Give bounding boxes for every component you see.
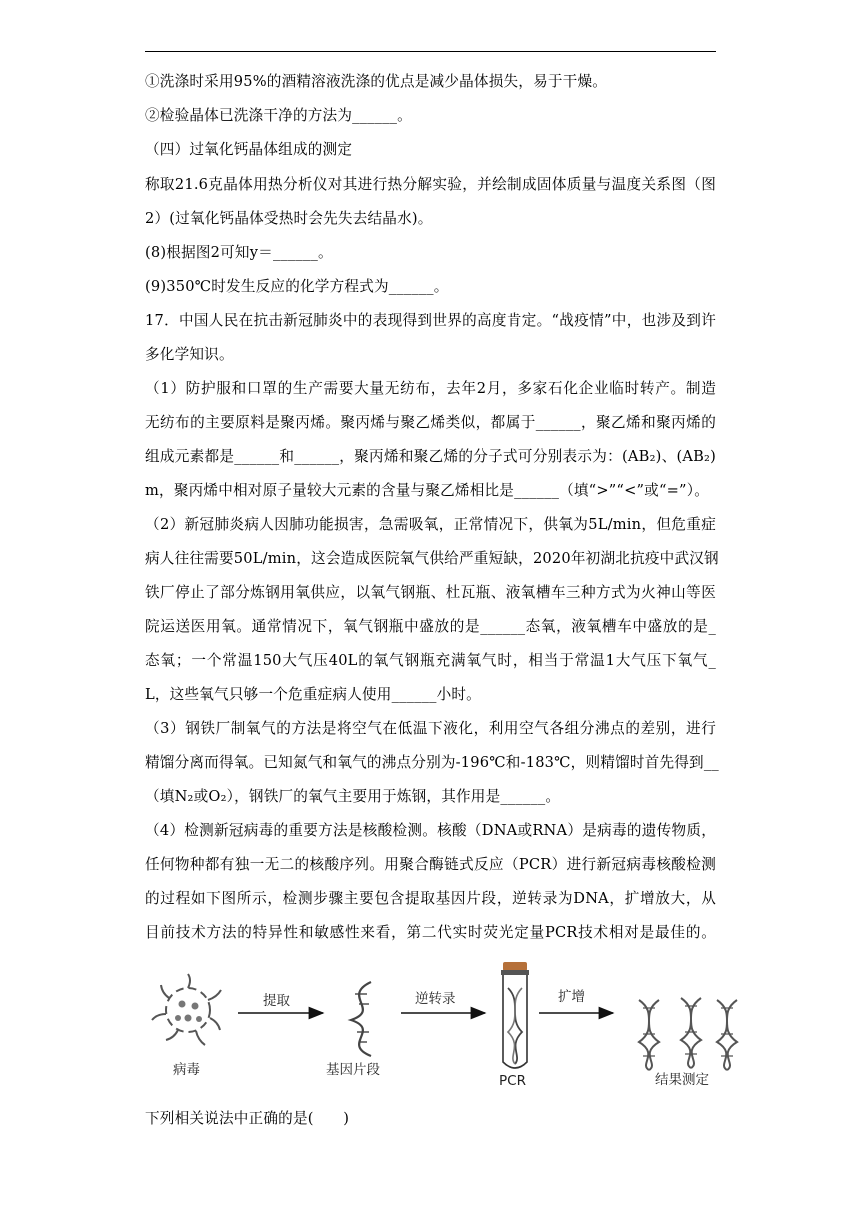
text-line: 2）(过氧化钙晶体受热时会先失去结晶水)。 [145, 210, 433, 227]
text-line: 精馏分离而得氧。已知氮气和氧气的沸点分别为-196℃和-183℃，则精馏时首先得到__ [145, 754, 719, 771]
arrow-reverse-transcribe-label: 逆转录 [415, 991, 456, 1007]
text-line: 称取21.6克晶体用热分析仪对其进行热分解实验，并绘制成固体质量与温度关系图（图 [145, 176, 716, 193]
text-line: 的过程如下图所示，检测步骤主要包含提取基因片段，逆转录为DNA，扩增放大，从 [145, 890, 716, 907]
text-line: 态氧；一个常温150大气压40L的氧气钢瓶充满氧气时，相当于常温1大气压下氧气_ [145, 652, 716, 669]
text-line: 铁厂停止了部分炼钢用氧供应，以氧气钢瓶、杜瓦瓶、液氧槽车三种方式为火神山等医 [145, 584, 716, 601]
pcr-diagram-svg [145, 958, 745, 1098]
text-line: 任何物种都有独一无二的核酸序列。用聚合酶链式反应（PCR）进行新冠病毒核酸检测 [145, 856, 716, 873]
dna-helix-icon [639, 1000, 659, 1070]
question-prompt: 下列相关说法中正确的是( ) [145, 1110, 350, 1127]
text-line: （3）钢铁厂制氧气的方法是将空气在低温下液化，利用空气各组分沸点的差别，进行 [145, 720, 716, 737]
question-17-title: 17．中国人民在抗击新冠肺炎中的表现得到世界的高度肯定。“战疫情”中，也涉及到许 [145, 312, 716, 329]
text-line: 无纺布的主要原料是聚丙烯。聚丙烯与聚乙烯类似，都属于______，聚乙烯和聚丙烯的 [145, 414, 716, 431]
text-line: （1）防护服和口罩的生产需要大量无纺布，去年2月，多家石化企业临时转产。制造 [145, 380, 716, 397]
gene-fragment-icon [351, 982, 371, 1056]
result-label: 结果测定 [655, 1072, 709, 1088]
gene-fragment-label: 基因片段 [326, 1062, 380, 1078]
text-line: ①洗涤时采用95%的酒精溶液洗涤的优点是减少晶体损失，易于干燥。 [145, 73, 608, 90]
text-line: 病人往往需要50L/min，这会造成医院氧气供给严重短缺，2020年初湖北抗疫中武汉钢 [145, 550, 719, 567]
text-line: L，这些氧气只够一个危重症病人使用______小时。 [145, 686, 481, 703]
text-line: 院运送医用氧。通常情况下，氧气钢瓶中盛放的是______态氧，液氧槽车中盛放的是_ [145, 618, 716, 635]
pcr-label: PCR [499, 1073, 526, 1089]
pcr-tube-icon [501, 962, 529, 1068]
text-line: 组成元素都是______和______，聚丙烯和聚乙烯的分子式可分别表示为：(AB₂)、(AB₂) [145, 448, 716, 465]
text-line: （填N₂或O₂），钢铁厂的氧气主要用于炼钢，其作用是______。 [145, 788, 561, 805]
question-8: (8)根据图2可知y＝______。 [145, 244, 333, 261]
dna-helix-icon [717, 1000, 737, 1070]
virus-label: 病毒 [173, 1062, 200, 1078]
header-rule [145, 51, 716, 52]
text-line: （2）新冠肺炎病人因肺功能损害，急需吸氧，正常情况下，供氧为5L/min，但危重症 [145, 516, 716, 533]
arrow-extract-label: 提取 [263, 993, 290, 1009]
text-line: ②检验晶体已洗涤干净的方法为______。 [145, 107, 412, 124]
virus-icon [152, 974, 221, 1045]
arrow-amplify-label: 扩增 [558, 989, 585, 1005]
text-line: 多化学知识。 [145, 346, 234, 363]
dna-helix-icon [681, 998, 701, 1068]
section-heading: （四）过氧化钙晶体组成的测定 [145, 141, 353, 158]
text-line: （4）检测新冠病毒的重要方法是核酸检测。核酸（DNA或RNA）是病毒的遗传物质， [145, 822, 716, 839]
text-line: 目前技术方法的特异性和敏感性来看，第二代实时荧光定量PCR技术相对是最佳的。 [145, 924, 716, 941]
text-line: m，聚丙烯中相对原子量较大元素的含量与聚乙烯相比是______（填“>”“<”或“=”）。 [145, 482, 709, 499]
pcr-process-diagram [145, 958, 745, 1098]
question-9: (9)350℃时发生反应的化学方程式为______。 [145, 278, 449, 295]
